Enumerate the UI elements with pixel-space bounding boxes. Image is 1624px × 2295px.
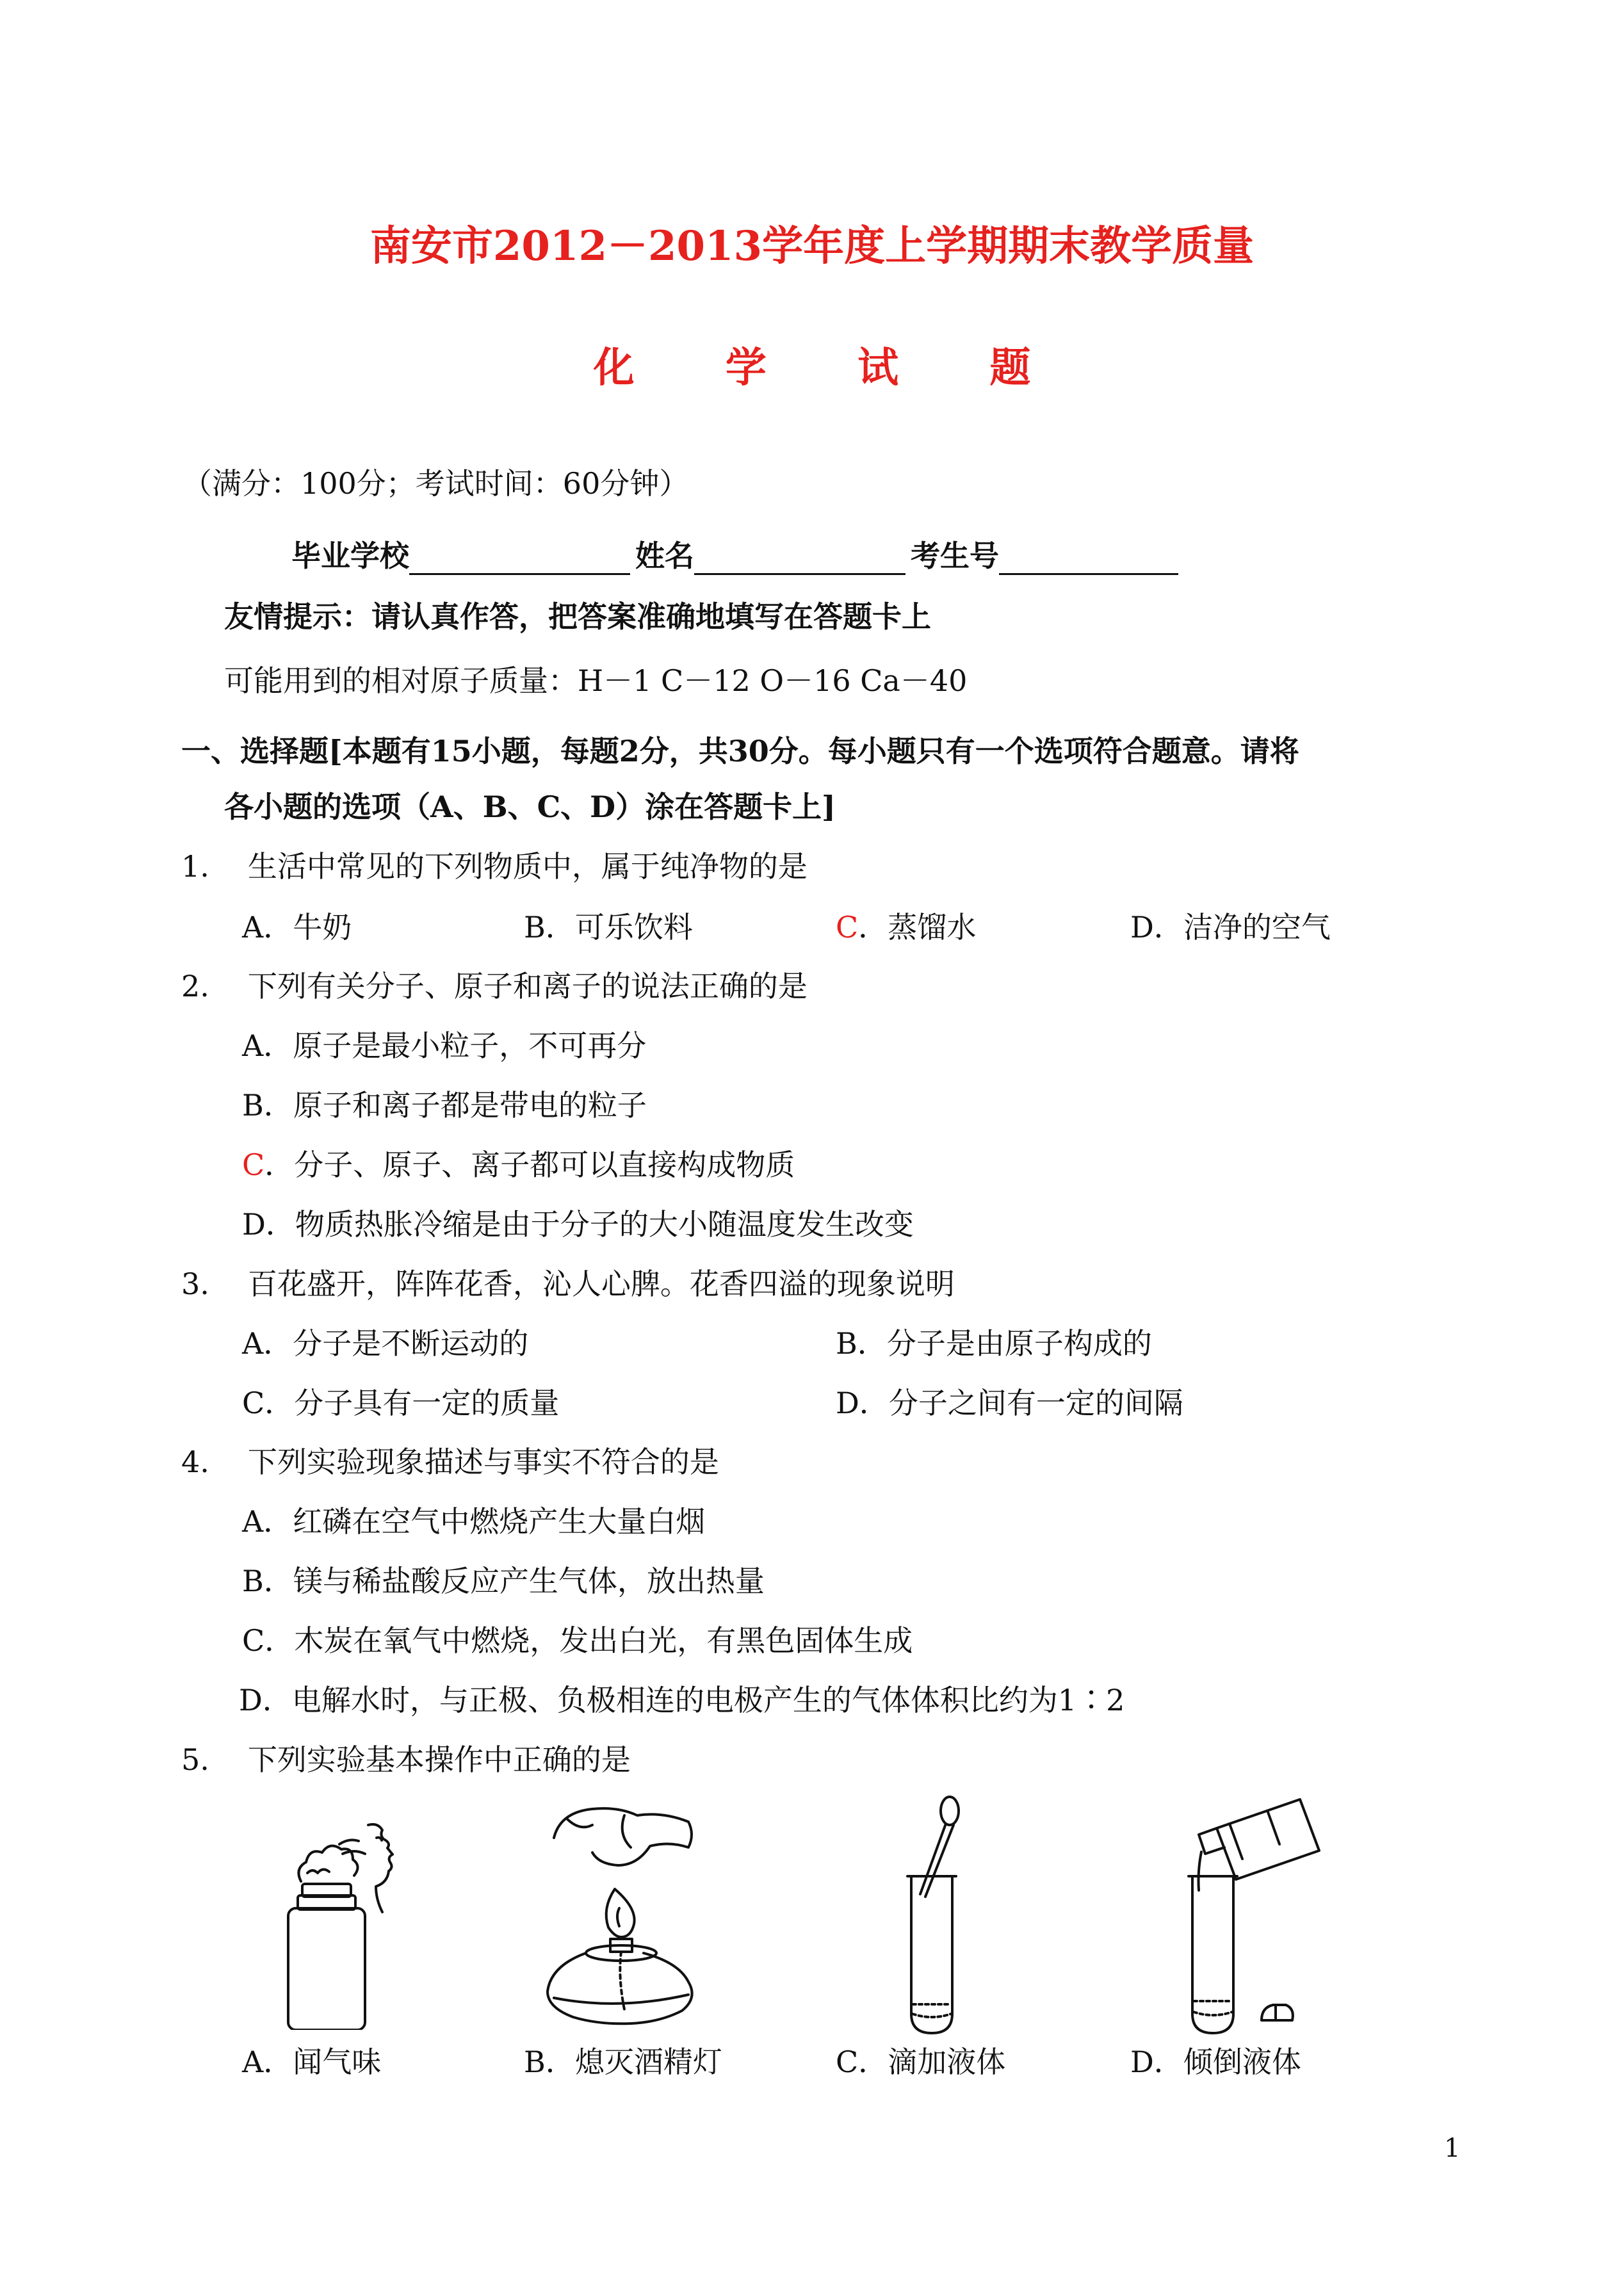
- number-label: 考生号: [911, 539, 999, 573]
- question-stem: 生活中常见的下列物质中，属于纯净物的是: [247, 849, 808, 884]
- number-blank[interactable]: [999, 541, 1178, 575]
- q5-option-d[interactable]: D．倾倒液体: [1130, 2045, 1301, 2079]
- q1-option-d[interactable]: D．洁净的空气: [1130, 910, 1331, 945]
- question-2: [181, 967, 808, 1005]
- question-4: [181, 1443, 719, 1481]
- question-number: 3.: [181, 1267, 209, 1301]
- q4-option-b[interactable]: B．镁与稀盐酸反应产生气体，放出热量: [242, 1564, 765, 1598]
- q2-option-d[interactable]: D．物质热胀冷缩是由于分子的大小随温度发生改变: [242, 1207, 914, 1242]
- q4-option-c[interactable]: C．木炭在氧气中燃烧，发出白光，有黑色固体生成: [242, 1623, 913, 1658]
- section-heading-line1: 一、选择题[本题有15小题，每题2分，共30分。每小题只有一个选项符合题意。请将: [181, 734, 1299, 768]
- section-heading-line2: 各小题的选项（A、B、C、D）涂在答题卡上]: [224, 790, 836, 824]
- pour-liquid-icon: [1178, 1793, 1332, 2036]
- question-number: 5.: [181, 1742, 209, 1777]
- q3-option-d[interactable]: D．分子之间有一定的间隔: [836, 1386, 1183, 1420]
- subject-title: 化 学 试 题: [593, 344, 1069, 392]
- atomic-mass-info: 可能用到的相对原子质量：H－1 C－12 O－16 Ca－40: [224, 663, 968, 698]
- q1-option-b[interactable]: B．可乐饮料: [524, 910, 693, 945]
- name-label: 姓名: [635, 539, 694, 573]
- name-blank[interactable]: [694, 541, 905, 575]
- q3-option-c[interactable]: C．分子具有一定的质量: [242, 1386, 560, 1420]
- q5-option-c[interactable]: C．滴加液体: [836, 2045, 1006, 2079]
- answer-letter: C: [836, 910, 859, 945]
- answer-letter: C: [242, 1148, 265, 1182]
- q4-option-d[interactable]: D．电解水时，与正极、负极相连的电极产生的气体体积比约为1∶2: [239, 1683, 1125, 1717]
- page-title: 南安市2012－2013学年度上学期期末教学质量: [369, 222, 1255, 270]
- q1-option-c[interactable]: C．蒸馏水: [836, 910, 977, 945]
- dropper-test-tube-icon: [893, 1793, 977, 2036]
- question-1: [181, 847, 808, 886]
- question-stem: 下列实验基本操作中正确的是: [247, 1742, 631, 1777]
- q2-option-c[interactable]: C．分子、原子、离子都可以直接构成物质: [242, 1148, 795, 1182]
- q2-option-a[interactable]: A．原子是最小粒子，不可再分: [242, 1028, 647, 1063]
- q3-option-a[interactable]: A．分子是不断运动的: [242, 1326, 529, 1361]
- question-5: [181, 1740, 631, 1779]
- question-3: [181, 1265, 955, 1303]
- school-blank[interactable]: [409, 541, 630, 575]
- student-info-row: [291, 537, 1183, 575]
- q5-option-a[interactable]: A．闻气味: [242, 2045, 382, 2079]
- question-stem: 下列有关分子、原子和离子的说法正确的是: [247, 969, 808, 1003]
- friendly-tip: 友情提示：请认真作答，把答案准确地填写在答题卡上: [224, 599, 931, 634]
- q1-option-a[interactable]: A．牛奶: [242, 910, 352, 945]
- question-number: 1.: [181, 849, 209, 884]
- q5-option-b[interactable]: B．熄灭酒精灯: [524, 2045, 722, 2079]
- q4-option-a[interactable]: A．红磷在空气中燃烧产生大量白烟: [242, 1504, 706, 1539]
- school-label: 毕业学校: [291, 539, 409, 573]
- alcohol-lamp-icon: [528, 1793, 714, 2036]
- page-number: 1: [1444, 2134, 1461, 2163]
- question-stem: 百花盛开，阵阵花香，沁人心脾。花香四溢的现象说明: [247, 1267, 955, 1301]
- question-stem: 下列实验现象描述与事实不符合的是: [247, 1445, 719, 1479]
- q2-option-b[interactable]: B．原子和离子都是带电的粒子: [242, 1088, 647, 1123]
- q3-option-b[interactable]: B．分子是由原子构成的: [836, 1326, 1152, 1361]
- question-number: 2.: [181, 969, 209, 1003]
- score-time-info: （满分：100分；考试时间：60分钟）: [183, 466, 689, 501]
- smell-gas-icon: [263, 1819, 410, 2030]
- question-number: 4.: [181, 1445, 209, 1479]
